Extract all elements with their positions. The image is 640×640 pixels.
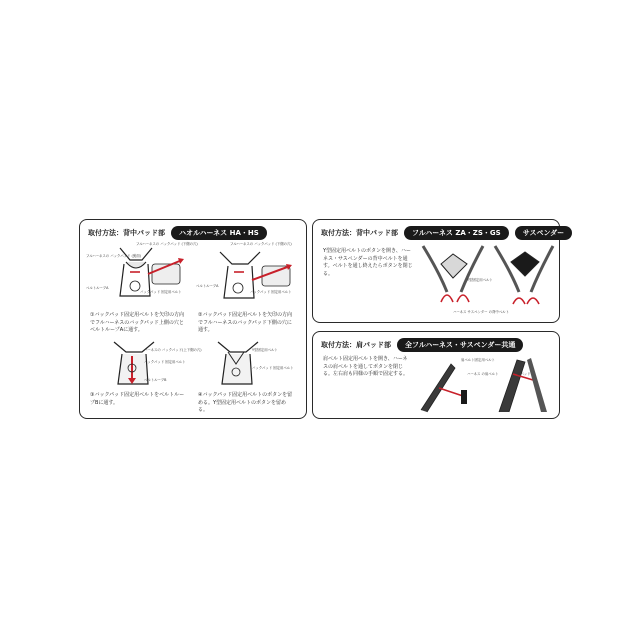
label-c3: ベルトループB	[144, 378, 167, 382]
label-a4: バックパッド 固定用ベルト	[140, 290, 182, 294]
label-shoulder-right: 肩パッド	[517, 372, 531, 376]
step-3-text: ③バックパッド固定用ベルトをベルトループBに通す。	[90, 392, 185, 406]
label-d1: Y型固定用ベルト	[252, 348, 278, 352]
bottom-right-header-label: 取付方法：肩パッド部	[321, 341, 391, 349]
top-right-header	[321, 226, 572, 240]
step-1-text: ①バックパッド固定用ベルトを矢印の方向でフルハーネスのバックパッド上側の穴とベルトループAに通す。	[90, 312, 185, 333]
top-right-header-pill-1: フルハーネス ZA・ZS・GS	[404, 226, 509, 240]
top-right-text: Y型固定用ベルトのボタンを開き、ハーネス・サスペンダーの背中ベルトを通す。ベルトを通し終えたらボタンを閉じる。	[323, 248, 413, 277]
step-4-text: ④バックパッド固定用ベルトのボタンを留める。Y型固定用ベルトのボタンを留める。	[198, 392, 293, 413]
label-shoulder-fix: 肩ベルト固定用ベルト	[461, 358, 495, 362]
bottom-right-header	[321, 338, 523, 352]
label-harness-belt: ハーネス サスペンダー の背中ベルト	[453, 310, 509, 314]
label-c2: バックパッド 固定用ベルト	[144, 360, 186, 364]
label-shoulder-belt: ハーネス の肩ベルト	[467, 372, 499, 376]
bottom-right-instruction-panel	[312, 331, 560, 419]
label-d2: バックパッド 固定用ベルト	[252, 366, 294, 370]
label-b1: フルハーネスの バックパッド (下側の穴)	[230, 242, 292, 246]
label-a1: フルハーネスの バックパッド (裏面)	[86, 254, 141, 258]
label-a3: ベルトループA	[86, 286, 109, 290]
label-c1: ハーネスの バックパッド(上下側の穴)	[144, 348, 202, 352]
illustration-step-2	[198, 244, 298, 306]
left-header-label: 取付方法：背中パッド部	[88, 229, 165, 237]
label-a2: フルハーネスの バックパッド (下側の穴)	[136, 242, 198, 246]
label-b3: バックパッド 固定用ベルト	[250, 290, 292, 294]
illustration-step-4	[198, 338, 298, 390]
illustration-shoulder	[417, 354, 555, 414]
top-right-header-label: 取付方法：背中パッド部	[321, 229, 398, 237]
top-right-header-pill-2: サスペンダー	[515, 226, 572, 240]
top-right-instruction-panel	[312, 219, 565, 323]
bottom-right-text: 肩ベルト固定用ベルトを開き、ハーネスの肩ベルトを通してボタンを閉じる。左右肩も同様の手順で固定する。	[323, 356, 409, 377]
step-2-text: ②バックパッド固定用ベルトを矢印の方向でフルハーネスのバックパッド下側の穴に通す。	[198, 312, 293, 333]
left-header-pill: ハオルハーネス HA・HS	[171, 226, 267, 240]
label-b2: ベルトループA	[196, 284, 219, 288]
bottom-right-header-pill: 全フルハーネス・サスペンダー共通	[397, 338, 523, 352]
left-header	[88, 226, 267, 240]
left-instruction-panel	[79, 219, 307, 419]
label-y-belt: Y型固定用ベルト	[467, 278, 493, 282]
